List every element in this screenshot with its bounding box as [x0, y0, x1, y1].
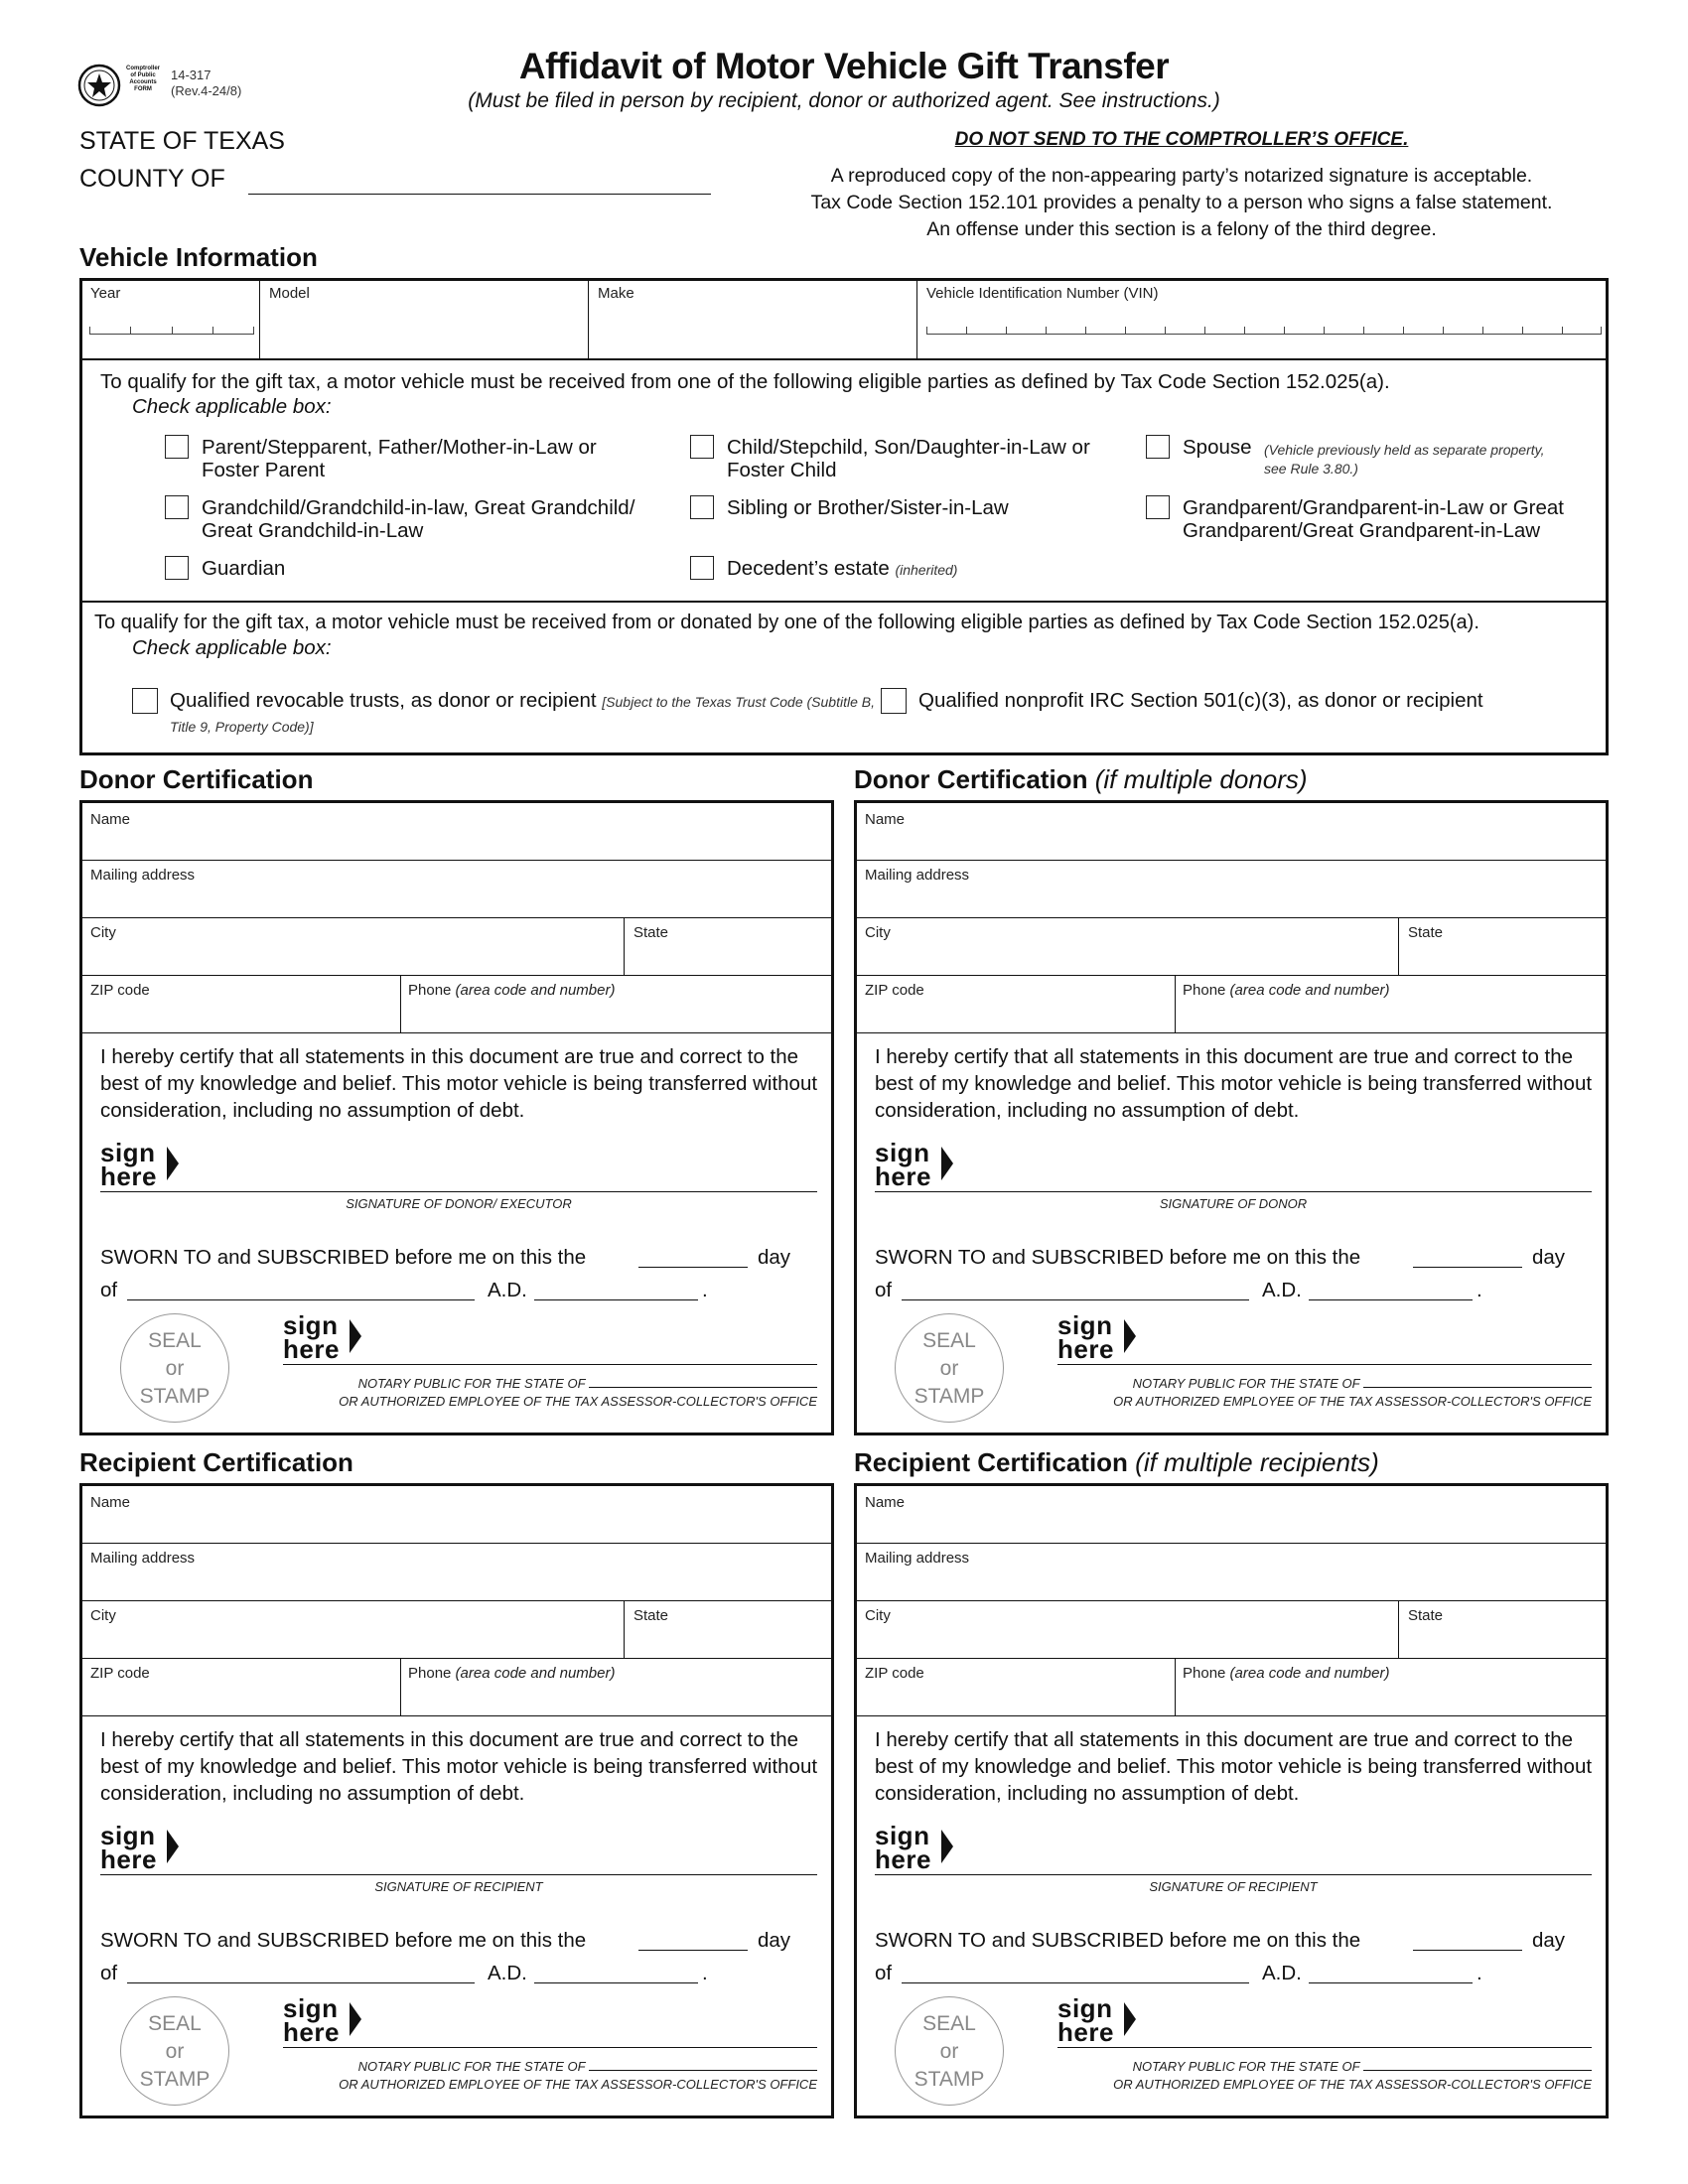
recipient-zip-label: ZIP code	[90, 1665, 150, 1682]
recipient2-name-label: Name	[865, 1494, 906, 1511]
ad-label: A.D.	[1262, 1279, 1302, 1301]
penalty-notice: A reproduced copy of the non-appearing party’s notarized signature is acceptable. Tax Code Section 152.101 provides a penalty to a person who signs a false statement. An offense under this section is a felony of the third degree.	[810, 165, 1553, 240]
checkbox-spouse[interactable]	[1146, 435, 1170, 459]
recipient-name-input[interactable]	[82, 1508, 831, 1543]
checkbox-nonprofit[interactable]	[881, 688, 907, 714]
donor2-certify-text: I hereby certify that all statements in this document are true and correct to the best of my knowledge and belief. This motor vehicle is being transferred without consideration, including no assumption of debt.	[875, 1045, 1593, 1122]
option-child: Child/Stepchild, Son/Daughter-in-Law or Foster Child	[727, 436, 1090, 481]
recipient-signature-caption: SIGNATURE OF RECIPIENT	[374, 1879, 543, 1894]
donor2-state-input[interactable]	[1400, 940, 1606, 975]
sign-arrow-icon	[167, 1147, 179, 1180]
donor-state-input[interactable]	[626, 940, 831, 975]
recipient-sworn-month-input[interactable]	[127, 1982, 475, 1983]
donor2-signature-line[interactable]	[875, 1191, 1592, 1192]
model-label: Model	[269, 285, 310, 302]
donor2-sworn-year-input[interactable]	[1309, 1299, 1473, 1300]
make-label: Make	[598, 285, 634, 302]
option-parent: Parent/Stepparent, Father/Mother-in-Law or Foster Parent	[202, 436, 597, 481]
recipient-mailing-label: Mailing address	[90, 1550, 196, 1567]
recipient-multi-section-heading: Recipient Certification (if multiple recipients)	[854, 1447, 1379, 1477]
donor-sworn-year-input[interactable]	[534, 1299, 698, 1300]
donor-mailing-input[interactable]	[82, 883, 831, 917]
donor2-sworn-text: SWORN TO and SUBSCRIBED before me on this the	[875, 1246, 1361, 1269]
recipient-zip-input[interactable]	[82, 1681, 400, 1715]
period-mark: .	[702, 1962, 708, 1984]
recipient2-sworn-day-input[interactable]	[1413, 1950, 1522, 1951]
recipient-mailing-input[interactable]	[82, 1566, 831, 1600]
checkbox-guardian[interactable]	[165, 556, 189, 580]
recipient2-city-label: City	[865, 1607, 891, 1624]
do-not-send-notice: DO NOT SEND TO THE COMPTROLLER’S OFFICE.	[954, 129, 1409, 150]
day-label: day	[758, 1929, 791, 1952]
recipient-multi-cert-box	[854, 1483, 1609, 2118]
donor-signature-caption: SIGNATURE OF DONOR/ EXECUTOR	[346, 1196, 572, 1211]
form-number: 14-317 (Rev.4-24/8)	[171, 68, 242, 98]
checkbox-decedent-estate[interactable]	[690, 556, 714, 580]
recipient2-certify-text: I hereby certify that all statements in this document are true and correct to the best of my knowledge and belief. This motor vehicle is being transferred without consideration, including no assumption of debt.	[875, 1728, 1593, 1805]
donor-zip-label: ZIP code	[90, 982, 150, 999]
vehicle-section-heading: Vehicle Information	[79, 242, 318, 272]
recipient2-sworn-text: SWORN TO and SUBSCRIBED before me on this the	[875, 1929, 1361, 1952]
recipient-state-label: State	[633, 1607, 669, 1624]
donor-sworn-month-input[interactable]	[127, 1299, 475, 1300]
recipient2-mailing-input[interactable]	[857, 1566, 1606, 1600]
year-label: Year	[90, 285, 121, 302]
recipient-name-label: Name	[90, 1494, 131, 1511]
recipient2-city-input[interactable]	[857, 1623, 1398, 1658]
donor-cert-box	[79, 800, 834, 1435]
option-spouse-note: (Vehicle previously held as separate property, see Rule 3.80.)	[1264, 442, 1545, 477]
donated-intro: To qualify for the gift tax, a motor vehicle must be received from or donated by one of the following eligible parties as defined by Tax Code Section 152.025(a).	[94, 612, 1479, 633]
donor2-zip-label: ZIP code	[865, 982, 924, 999]
checkbox-parent[interactable]	[165, 435, 189, 459]
option-guardian: Guardian	[202, 557, 286, 580]
donor2-notary-signature-line[interactable]	[1057, 1364, 1592, 1365]
recipient2-sworn-month-input[interactable]	[902, 1982, 1249, 1983]
notary-sign-here-label: sign here	[283, 1993, 340, 2047]
donor2-mailing-input[interactable]	[857, 883, 1606, 917]
donor2-phone-input[interactable]	[1177, 998, 1606, 1032]
page-title: Affidavit of Motor Vehicle Gift Transfer	[518, 46, 1170, 86]
county-input[interactable]	[248, 194, 711, 195]
donor-sworn-text: SWORN TO and SUBSCRIBED before me on this the	[100, 1246, 587, 1269]
year-input[interactable]	[89, 325, 254, 335]
recipient2-phone-input[interactable]	[1177, 1681, 1606, 1715]
recipient-sworn-year-input[interactable]	[534, 1982, 698, 1983]
donor2-mailing-label: Mailing address	[865, 867, 970, 884]
sign-arrow-icon	[350, 2002, 361, 2036]
donor2-name-label: Name	[865, 811, 906, 828]
recipient-state-input[interactable]	[626, 1623, 831, 1658]
recipient-sworn-day-input[interactable]	[638, 1950, 748, 1951]
of-label: of	[875, 1962, 893, 1984]
recipient-city-input[interactable]	[82, 1623, 624, 1658]
donor-multi-cert-box	[854, 800, 1609, 1435]
recipient-notary-signature-line[interactable]	[283, 2047, 817, 2048]
recipient2-state-label: State	[1408, 1607, 1444, 1624]
donor-zip-input[interactable]	[82, 998, 400, 1032]
sign-arrow-icon	[1124, 1319, 1136, 1353]
donor-phone-input[interactable]	[402, 998, 831, 1032]
donor-mailing-label: Mailing address	[90, 867, 196, 884]
vin-label: Vehicle Identification Number (VIN)	[926, 285, 1159, 302]
donor-city-label: City	[90, 924, 116, 941]
donor-section-heading: Donor Certification	[79, 764, 314, 794]
donor-city-input[interactable]	[82, 940, 624, 975]
option-grandchild: Grandchild/Grandchild-in-law, Great Grandchild/ Great Grandchild-in-Law	[202, 496, 635, 542]
sign-arrow-icon	[167, 1830, 179, 1863]
donor2-name-input[interactable]	[857, 825, 1606, 860]
checkbox-revocable-trust[interactable]	[132, 688, 158, 714]
donated-check-label: Check applicable box:	[132, 636, 332, 659]
recipient-sworn-text: SWORN TO and SUBSCRIBED before me on this the	[100, 1929, 587, 1952]
donor2-sworn-day-input[interactable]	[1413, 1267, 1522, 1268]
option-decedent-estate: Decedent’s estate (inherited)	[727, 557, 958, 580]
recipient-city-label: City	[90, 1607, 116, 1624]
recipient2-zip-label: ZIP code	[865, 1665, 924, 1682]
make-input[interactable]	[590, 301, 915, 356]
donor-state-label: State	[633, 924, 669, 941]
checkbox-child[interactable]	[690, 435, 714, 459]
model-input[interactable]	[261, 301, 587, 356]
donor-certify-text: I hereby certify that all statements in this document are true and correct to the best of my knowledge and belief. This motor vehicle is being transferred without consideration, including no assumption of debt.	[100, 1045, 818, 1122]
donor2-sworn-month-input[interactable]	[902, 1299, 1249, 1300]
checkbox-grandparent[interactable]	[1146, 495, 1170, 519]
option-revocable-trust: Qualified revocable trusts, as donor or recipient [Subject to the Texas Trust Code (Subtitle B, Title 9, Property Code)]	[170, 689, 875, 735]
county-label: COUNTY OF	[79, 165, 225, 193]
donor-phone-label: Phone (area code and number)	[408, 982, 616, 999]
of-label: of	[100, 1279, 118, 1301]
notary-sign-here-label: sign here	[1057, 1310, 1114, 1364]
period-mark: .	[1477, 1962, 1482, 1984]
option-grandparent: Grandparent/Grandparent-in-Law or Great Grandparent/Great Grandparent-in-Law	[1183, 496, 1565, 542]
donor2-city-label: City	[865, 924, 891, 941]
recipient2-phone-label: Phone (area code and number)	[1183, 1665, 1390, 1682]
ad-label: A.D.	[1262, 1962, 1302, 1984]
page-subtitle: (Must be filed in person by recipient, donor or authorized agent. See instructions.)	[468, 89, 1220, 112]
notary-sign-here-label: sign here	[1057, 1993, 1114, 2047]
eligible-intro: To qualify for the gift tax, a motor vehicle must be received from one of the following eligible parties as defined by Tax Code Section 152.025(a).	[100, 370, 1390, 393]
ad-label: A.D.	[488, 1962, 527, 1984]
recipient2-zip-input[interactable]	[857, 1681, 1175, 1715]
donor-sworn-day-input[interactable]	[638, 1267, 748, 1268]
day-label: day	[758, 1246, 791, 1269]
donor2-sign-here-label: sign here	[875, 1138, 931, 1191]
seal-or-stamp-area: SEAL or STAMP	[895, 1313, 1004, 1423]
recipient-section-heading: Recipient Certification	[79, 1447, 353, 1477]
notary-caption: NOTARY PUBLIC FOR THE STATE OF OR AUTHORIZED EMPLOYEE OF THE TAX ASSESSOR-COLLECTOR'S OFFICE	[1113, 2059, 1592, 2092]
seal-or-stamp-area: SEAL or STAMP	[120, 1996, 229, 2106]
day-label: day	[1532, 1929, 1566, 1952]
recipient-signature-line[interactable]	[100, 1874, 817, 1875]
sign-arrow-icon	[1124, 2002, 1136, 2036]
state-label: STATE OF TEXAS	[79, 127, 285, 155]
recipient2-signature-caption: SIGNATURE OF RECIPIENT	[1149, 1879, 1318, 1894]
vin-input[interactable]	[926, 325, 1602, 335]
recipient2-notary-signature-line[interactable]	[1057, 2047, 1592, 2048]
sign-arrow-icon	[941, 1147, 953, 1180]
donor-name-label: Name	[90, 811, 131, 828]
donor-signature-line[interactable]	[100, 1191, 817, 1192]
ad-label: A.D.	[488, 1279, 527, 1301]
recipient2-mailing-label: Mailing address	[865, 1550, 970, 1567]
notary-caption: NOTARY PUBLIC FOR THE STATE OF OR AUTHORIZED EMPLOYEE OF THE TAX ASSESSOR-COLLECTOR'S OFFICE	[339, 1376, 817, 1409]
checkbox-sibling[interactable]	[690, 495, 714, 519]
period-mark: .	[702, 1279, 708, 1301]
period-mark: .	[1477, 1279, 1482, 1301]
check-applicable-label: Check applicable box:	[132, 395, 332, 418]
day-label: day	[1532, 1246, 1566, 1269]
option-nonprofit: Qualified nonprofit IRC Section 501(c)(3), as donor or recipient	[918, 689, 1483, 712]
recipient2-sign-here-label: sign here	[875, 1821, 931, 1874]
sign-arrow-icon	[941, 1830, 953, 1863]
donor2-phone-label: Phone (area code and number)	[1183, 982, 1390, 999]
donor-name-input[interactable]	[82, 825, 831, 860]
option-sibling: Sibling or Brother/Sister-in-Law	[727, 496, 1009, 519]
recipient2-state-input[interactable]	[1400, 1623, 1606, 1658]
checkbox-grandchild[interactable]	[165, 495, 189, 519]
of-label: of	[100, 1962, 118, 1984]
notary-caption: NOTARY PUBLIC FOR THE STATE OF OR AUTHORIZED EMPLOYEE OF THE TAX ASSESSOR-COLLECTOR'S OFFICE	[339, 2059, 817, 2092]
donor2-city-input[interactable]	[857, 940, 1398, 975]
recipient-phone-label: Phone (area code and number)	[408, 1665, 616, 1682]
donor-multi-section-heading: Donor Certification (if multiple donors)	[854, 764, 1308, 794]
recipient2-name-input[interactable]	[857, 1508, 1606, 1543]
sign-arrow-icon	[350, 1319, 361, 1353]
agency-name: Comptroller of Public Accounts FORM	[125, 66, 160, 92]
recipient-phone-input[interactable]	[402, 1681, 831, 1715]
donor2-state-label: State	[1408, 924, 1444, 941]
recipient2-signature-line[interactable]	[875, 1874, 1592, 1875]
donor-notary-signature-line[interactable]	[283, 1364, 817, 1365]
option-spouse: Spouse	[1183, 436, 1252, 459]
donor2-zip-input[interactable]	[857, 998, 1175, 1032]
vehicle-info-box	[79, 278, 1609, 755]
donor2-signature-caption: SIGNATURE OF DONOR	[1159, 1196, 1308, 1211]
seal-or-stamp-area: SEAL or STAMP	[895, 1996, 1004, 2106]
recipient-cert-box	[79, 1483, 834, 2118]
recipient-certify-text: I hereby certify that all statements in this document are true and correct to the best of my knowledge and belief. This motor vehicle is being transferred without consideration, including no assumption of debt.	[100, 1728, 818, 1805]
recipient-sign-here-label: sign here	[100, 1821, 157, 1874]
notary-caption: NOTARY PUBLIC FOR THE STATE OF OR AUTHORIZED EMPLOYEE OF THE TAX ASSESSOR-COLLECTOR'S OFFICE	[1113, 1376, 1592, 1409]
seal-or-stamp-area: SEAL or STAMP	[120, 1313, 229, 1423]
notary-sign-here-label: sign here	[283, 1310, 340, 1364]
donor-sign-here-label: sign here	[100, 1138, 157, 1191]
recipient2-sworn-year-input[interactable]	[1309, 1982, 1473, 1983]
of-label: of	[875, 1279, 893, 1301]
